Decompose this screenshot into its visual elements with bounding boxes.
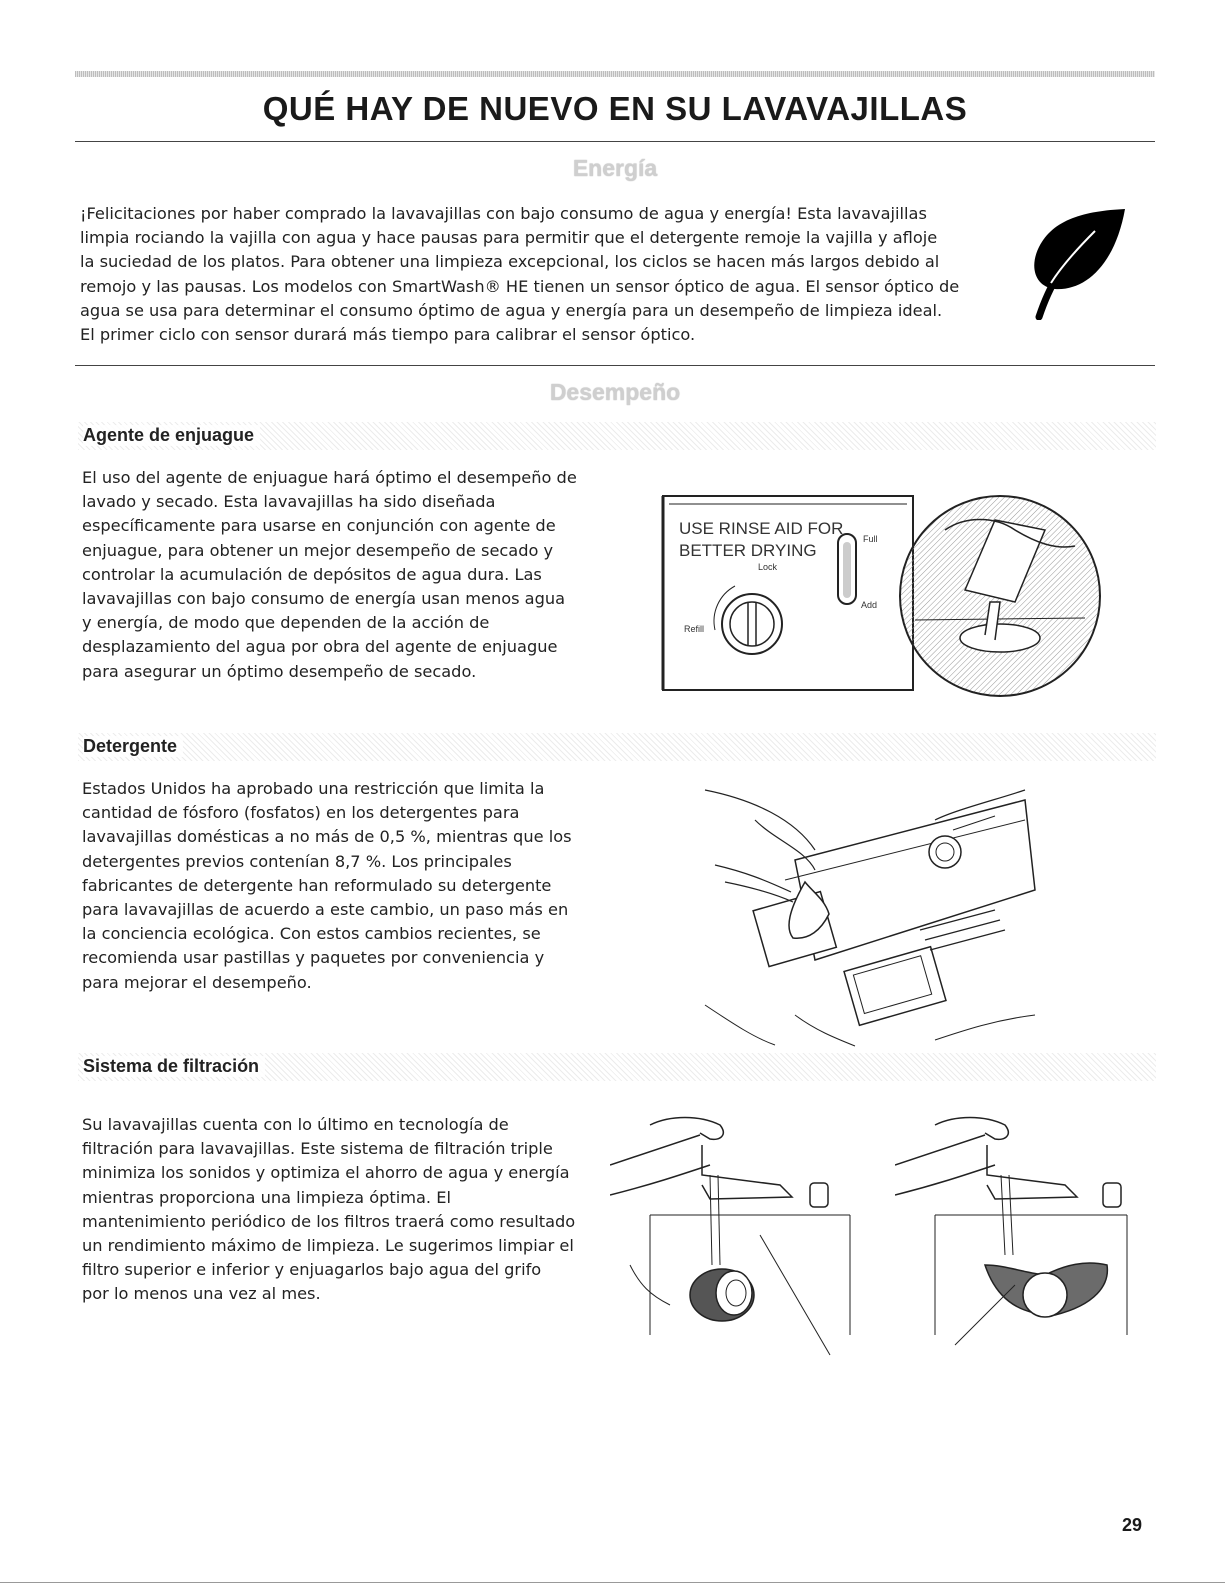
page-title: QUÉ HAY DE NUEVO EN SU LAVAVAJILLAS xyxy=(262,90,968,127)
filtracion-paragraph xyxy=(82,1113,622,1307)
energia-line: ¡Felicitaciones por haber comprado la lavavajillas con bajo consumo de agua y energía! Esta lavavajillas xyxy=(80,204,927,223)
top-decorative-band xyxy=(75,71,1155,77)
filtracion-line: Su lavavajillas cuenta con lo último en tecnología de xyxy=(82,1115,509,1134)
energia-line: agua se usa para determinar el consumo óptimo de agua y energía para un desempeño de limpieza ideal. xyxy=(80,300,943,320)
detergente-line: Estados Unidos ha aprobado una restricción que limita la xyxy=(82,779,545,798)
energia-line: limpia rociando la vajilla con agua y hace pausas para permitir que el detergente remoje la vajilla y afloje xyxy=(80,228,938,248)
page-number: 29 xyxy=(1121,1515,1142,1535)
detergente-paragraph xyxy=(82,777,622,995)
energia-line: remojo y las pausas. Los modelos con SmartWash® HE tienen un sensor óptico de agua. El sensor óptico de xyxy=(80,276,960,296)
figure-line1: USE RINSE AID FOR xyxy=(679,519,844,538)
filtracion-line: filtración para lavavajillas. Este sistema de filtración triple xyxy=(82,1139,553,1159)
figure-lock: Lock xyxy=(758,562,778,572)
figure-full: Full xyxy=(863,534,878,544)
agente-line: y energía, de modo que dependen de la acción de xyxy=(82,613,490,633)
filtracion-line: por lo menos una vez al mes. xyxy=(82,1284,321,1304)
agente-line: específicamente para usarse en conjunción con agente de xyxy=(82,516,556,536)
detergente-line: cantidad de fósforo (fosfatos) en los detergentes para xyxy=(82,803,520,823)
agente-line: enjuague, para obtener un mejor desempeño de secado y xyxy=(82,540,554,560)
energia-paragraph xyxy=(80,202,1020,347)
lower-filter-rinse-figure xyxy=(895,1115,1130,1365)
filtracion-heading: Sistema de filtración xyxy=(83,1056,265,1077)
energia-rule xyxy=(75,365,1155,366)
leaf-icon xyxy=(1025,205,1130,320)
detergente-heading: Detergente xyxy=(83,736,183,757)
agente-line: lavavajillas con bajo consumo de energía usan menos agua xyxy=(82,589,566,609)
detergente-line: lavavajillas domésticas a no más de 0,5 %, mientras que los xyxy=(82,827,572,847)
agente-line: para asegurar un óptimo desempeño de secado. xyxy=(82,661,477,681)
filtracion-line: filtro superior e inferior y enjuagarlos bajo agua del grifo xyxy=(82,1260,542,1280)
detergente-line: para lavavajillas de acuerdo a este cambio, un paso más en xyxy=(82,900,569,920)
filtracion-line: minimiza los sonidos y optimiza el ahorro de agua y energía xyxy=(82,1163,570,1183)
filtracion-line: mientras proporciona una limpieza óptima. El xyxy=(82,1187,451,1207)
detergente-line: la conciencia ecológica. Con estos cambios recientes, se xyxy=(82,924,541,944)
bottom-rule xyxy=(0,1582,1225,1583)
energia-heading: Energía xyxy=(572,155,658,181)
figure-add: Add xyxy=(861,600,878,610)
figure-line2: BETTER DRYING xyxy=(679,541,817,560)
figure-refill: Refill xyxy=(684,624,705,634)
agente-line: controlar la acumulación de depósitos de agua dura. Las xyxy=(82,564,542,584)
agente-line: El uso del agente de enjuague hará óptimo el desempeño de xyxy=(82,468,577,487)
filtracion-line: mantenimiento periódico de los filtros traerá como resultado xyxy=(82,1211,576,1231)
detergente-line: fabricantes de detergente han reformulado su detergente xyxy=(82,875,552,895)
detergent-dispenser-figure xyxy=(695,780,1055,1050)
detergente-line: recomienda usar pastillas y paquetes por conveniencia y xyxy=(82,948,545,968)
filtracion-subheader xyxy=(78,1053,1156,1081)
agente-line: desplazamiento del agua por obra del agente de enjuague xyxy=(82,637,558,657)
rinse-aid-figure xyxy=(655,490,1130,705)
upper-filter-rinse-figure xyxy=(610,1115,870,1365)
detergente-line: para mejorar el desempeño. xyxy=(82,972,312,992)
desempeno-heading: Desempeño xyxy=(549,379,681,405)
agente-paragraph xyxy=(82,466,622,684)
detergente-subheader xyxy=(78,733,1156,761)
agente-heading: Agente de enjuague xyxy=(83,425,260,446)
title-rule xyxy=(75,141,1155,142)
agente-subheader xyxy=(78,422,1156,450)
energia-line: la suciedad de los platos. Para obtener una limpieza excepcional, los ciclos se hacen más largos debido al xyxy=(80,252,940,272)
energia-line: El primer ciclo con sensor durará más tiempo para calibrar el sensor óptico. xyxy=(80,325,696,345)
filtracion-line: un rendimiento máximo de limpieza. Le sugerimos limpiar el xyxy=(82,1236,574,1256)
detergente-line: detergentes previos contenían 8,7 %. Los principales xyxy=(82,851,512,871)
agente-line: lavado y secado. Esta lavavajillas ha sido diseñada xyxy=(82,492,496,512)
